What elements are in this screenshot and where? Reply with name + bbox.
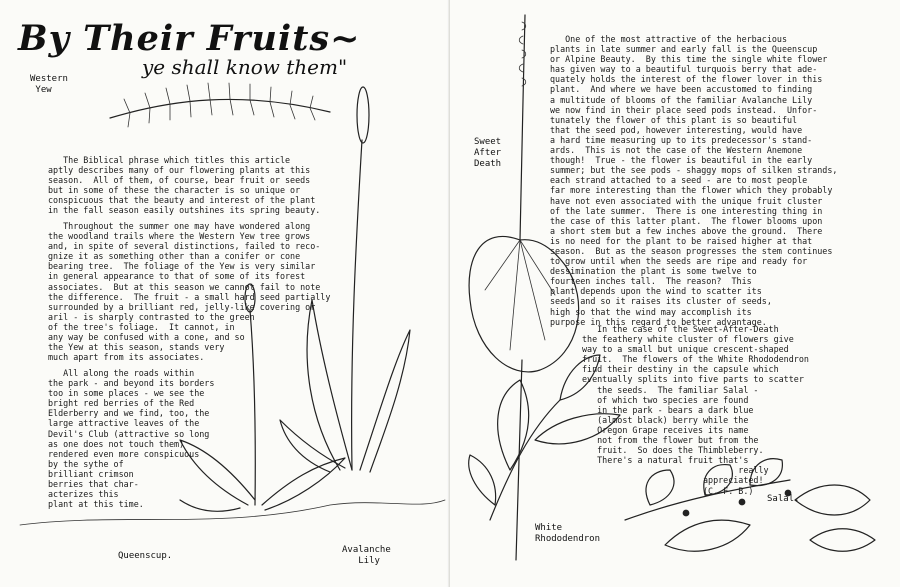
avalanche-lily-label: Avalanche Lily — [342, 545, 391, 566]
left-paragraph-2: Throughout the summer one may have wondered along the woodland trails where the Western Yew tree grows and, in spite of several distinctions, failed to reco- gnize it as something other than a conifer or cone bearing tree. The foliage of the Yew is very similar in general appearance to that of some of its forest associates. But at this season we cannot fail to note the difference. The fruit - a small hard seed partially surrounded by a brilliant red, jelly-like covering or aril - is sharply contrasted to the green of the tree's foliage. It cannot, in any way be confused with a cone, and so the Yew at this season, stands very much apart from its associates. — [48, 221, 331, 363]
salal-label: Salal. — [767, 494, 800, 504]
white-rhododendron-label: White Rhododendron — [535, 523, 601, 544]
sweet-after-death-label: Sweet After Death — [474, 137, 502, 169]
western-yew-label: Western Yew — [30, 74, 68, 95]
western-yew-branch-drawing — [110, 83, 330, 127]
article-title: By Their Fruits~ — [18, 18, 361, 59]
right-paragraph-1: One of the most attractive of the herbacious plants in late summer and early fall is the Queenscup or Alpine Beauty. By this time the single white flower has given way to a beautiful turquois berry that ade- quately holds the interest of the flower lover in this plant. And where we have been accustomed to finding a multitude of blooms of the familiar Avalanche Lily we now find in their place seed pods instead. Unfor- tunately the flower of this plant is so beautiful that the seed pod, however interesting, would have a hard time measuring up to its predecessor's stand- ards. This is not the case of the Western Anemone though! True - the flower is beautiful in the early summer; but the see pods - shaggy mops of silken strands, each strand attached to a seed - are to most people far more interesting than the flower which they probably have not even associated with the unique fruit cluster of the late summer. There is one interesting thing in the case of this latter plant. The flower blooms upon a short stem but a few inches above the ground. There is no need for the plant to be raised higher at that season. But as the season progresses the stem continues to grow until when the seeds are ripe and ready for dessimination the plant is some twelve to fourteen inches tall. The reason? This plant depends upon the wind to scatter its seeds and so it raises its cluster of seeds, high so that the wind may accomplish its purpose in this regard to better advantage. — [550, 34, 838, 327]
right-page — [450, 0, 900, 587]
queenscup-label: Queenscup. — [118, 551, 173, 561]
left-paragraph-1: The Biblical phrase which titles this article aptly describes many of our flowering plants at this season. All of them, of course, bear fruit or seeds but in some of these the character is so unique or conspicuous that the beauty and interest of the plant in the fall season easily outshines its spring beauty. — [48, 155, 321, 216]
left-paragraph-3: All along the roads within the park - and beyond its borders too in some places - we see the bright red berries of the Red Elderberry and we find, too, the large attractive leaves of the Devil's Club (attractive so long as one does not touch them) rendered even more conspicuous by the sythe of brilliant crimson berries that char- acterizes this plant at this time. — [48, 368, 215, 510]
right-paragraph-2: In the case of the Sweet-After-Death the feathery white cluster of flowers give way to a small but unique crescent-shaped fruit. The flowers of the White Rhododendron find their destiny in the capsule which eventually splits into five parts to scatter the seeds. The familiar Salal - of which two species are found in the park - bears a dark blue (almost black) berry while the Oregon Grape receives its name not from the flower but from the fruit. So does the Thimbleberry. There's a natural fruit that's really appreciated! (C. F. B.) — [582, 324, 809, 496]
article-subtitle: ye shall know them" — [142, 55, 348, 79]
